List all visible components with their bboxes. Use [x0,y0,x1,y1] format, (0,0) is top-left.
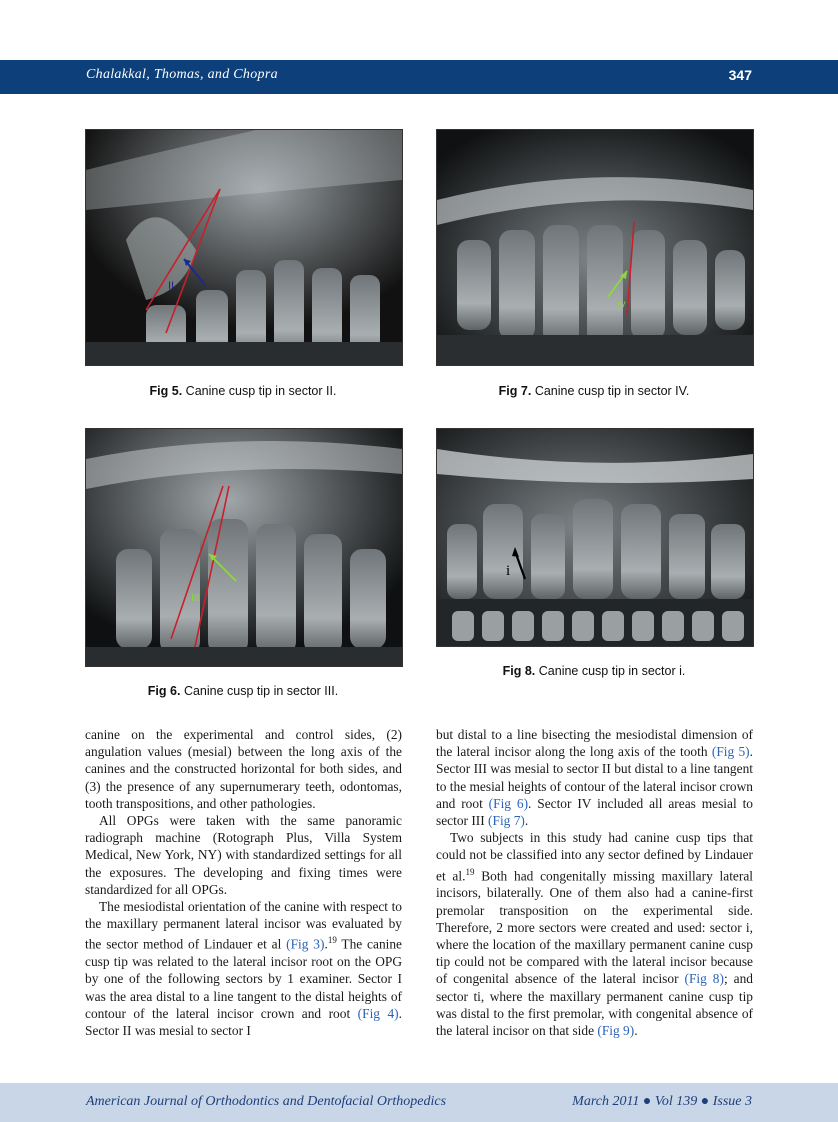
figure-7-caption [436,384,752,398]
text-run: . Sector III was mesial to sector II but distal to a line tangent to the mesial heights of contour of the lateral incisor crown and root [436,744,754,811]
paragraph [85,812,402,898]
sector-mark: IV [617,300,626,310]
text-run: The mesiodistal orientation of the canine with respect to the maxillary permanent lateral incisor was evaluated by the sector method of Lindauer et al [85,899,402,952]
figure-5-label: Fig 5. [149,384,183,398]
text-run: . Sector IV included all areas mesial to sector III [436,795,753,829]
issue-info: March 2011 ● Vol 139 ● Issue 3 [572,1094,752,1109]
text-run: . Sector II was mesial to sector I [85,1005,403,1038]
figure-6-caption-text: Canine cusp tip in sector III. [183,684,339,698]
running-footer [0,1083,838,1122]
text-run: . [324,936,328,952]
sector-mark: III [191,593,200,604]
text-run: All OPGs were taken with the same panoramic radiograph machine (Rotograph Plus, Villa System Medical, New York, NY) with standardized settings for all the exposures. The developing and fixing times were standardized for all OPGs. [85,813,402,897]
journal-name: American Journal of Orthodontics and Dentofacial Orthopedics [86,1094,447,1109]
text-run: Two subjects in this study had canine cusp tips that could not be classified into any sector defined by Lindauer et al. [436,830,753,884]
figure-7-radiograph [436,129,754,366]
text-run: canine on the experimental and control sides, (2) angulation values (mesial) between the long axis of the canines and the constructed horizontal for both sides, and (3) the presence of any supernumerary teeth, odontomas, tooth transpositions, and other pathologies. [85,727,402,811]
figure-reference-link[interactable]: (Fig 5) [711,744,750,760]
text-column-left [85,726,402,1039]
text-run: . [524,813,529,829]
figure-reference-link[interactable]: (Fig 9) [597,1022,635,1038]
text-run: . [634,1022,638,1038]
figure-7-label: Fig 7. [498,384,532,398]
page-number: 347 [728,67,752,83]
figure-8-radiograph [436,428,754,647]
figure-reference-link[interactable]: (Fig 6) [488,795,529,811]
figure-6-caption [85,684,401,698]
figure-8-caption [436,664,752,678]
citation-superscript: 19 [327,935,337,946]
figure-reference-link[interactable]: (Fig 7) [488,813,525,829]
paragraph [85,898,402,1039]
figure-8-caption-text: Canine cusp tip in sector i. [538,664,686,678]
running-header [0,60,838,94]
text-run: Both had congenitally missing maxillary lateral incisors, bilaterally. One of them also had a canine-first premolar transposition on the experimental side. Therefore, 2 more sectors were created and used: sector i, where the location of the maxillary permanent canine cusp tip could not be compared with the lateral incisor because of congenital absence of the lateral incisor [436,868,753,987]
citation-superscript: 19 [465,866,475,877]
figure-reference-link[interactable]: (Fig 4) [357,1005,399,1021]
running-header-authors: Chalakkal, Thomas, and Chopra [86,67,278,82]
paragraph [85,726,402,812]
text-run: The canine cusp tip was related to the lateral incisor root on the OPG by one of the following sectors by 1 examiner. Sector I was the area distal to a line tangent to the distal heights of contour of the lateral incisor crown and root [85,936,402,1021]
figure-reference-link[interactable]: (Fig 3) [286,936,325,952]
figure-reference-link[interactable]: (Fig 8) [684,971,724,987]
figure-7-caption-text: Canine cusp tip in sector IV. [534,384,690,398]
paragraph [436,829,753,1039]
sector-mark: II [168,280,175,292]
figure-5-radiograph [85,129,403,366]
figure-5-caption [85,384,401,398]
text-column-right [436,726,753,1039]
text-run: ; and sector ti, where the maxillary permanent canine cusp tip was distal to the first premolar, with congenital absence of the lateral incisor on that side [436,971,753,1038]
figure-6-radiograph [85,428,403,667]
sector-mark: i [506,563,511,579]
figure-5-caption-text: Canine cusp tip in sector II. [185,384,337,398]
figure-8-label: Fig 8. [502,664,536,678]
text-run: but distal to a line bisecting the mesiodistal dimension of the lateral incisor along the long axis of the tooth [436,727,753,760]
figure-6-label: Fig 6. [147,684,181,698]
paragraph [436,726,753,829]
